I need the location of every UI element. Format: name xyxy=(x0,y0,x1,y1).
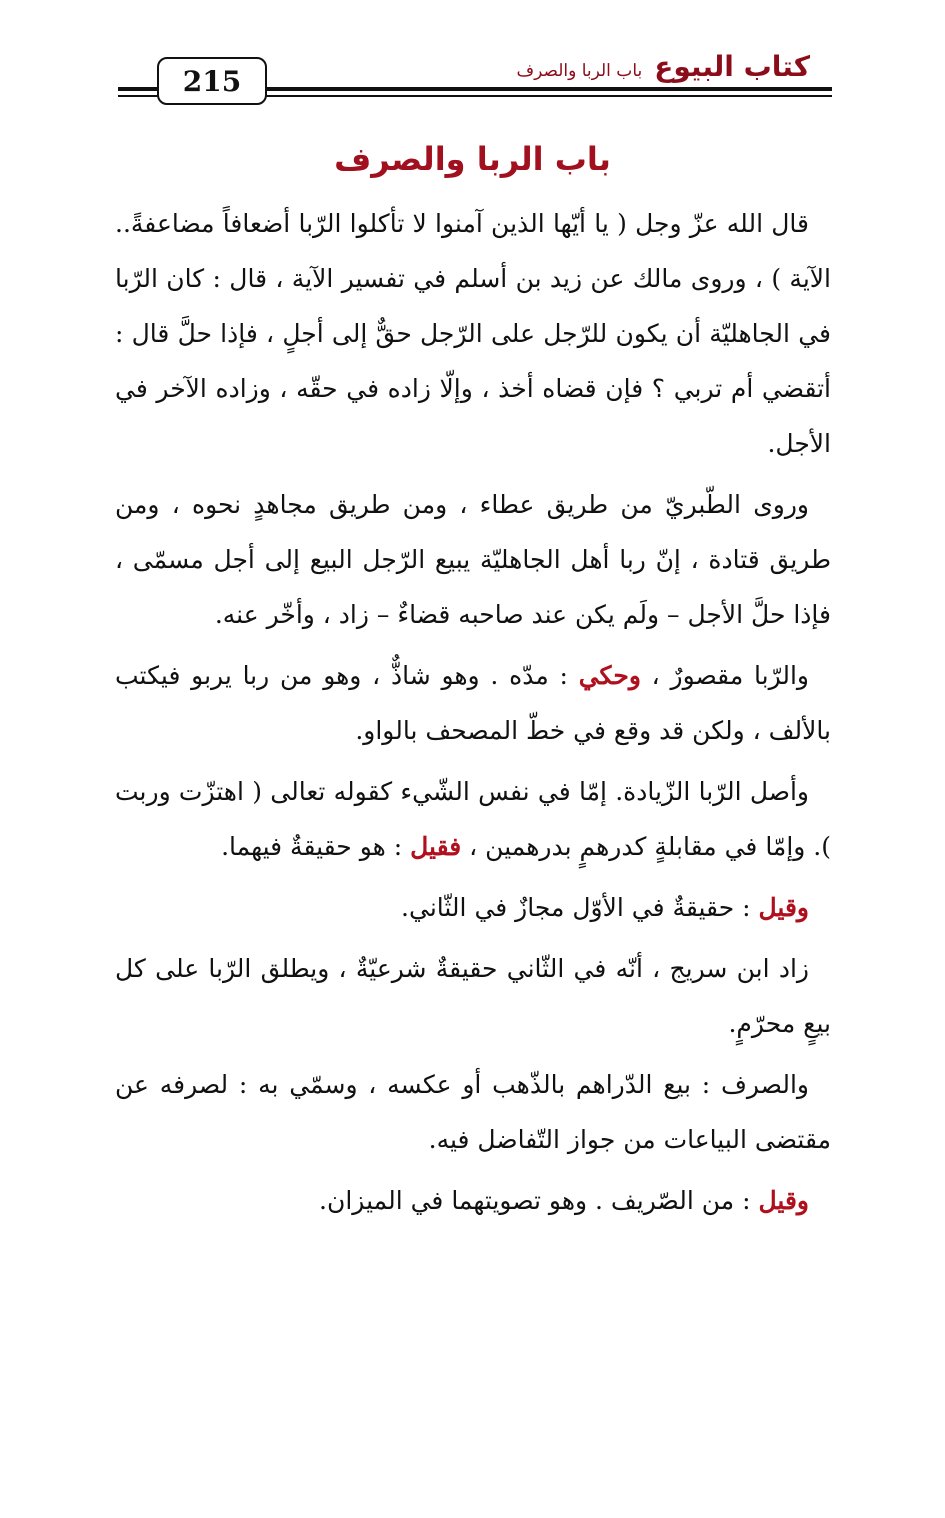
highlight-term: وقيل xyxy=(758,1186,809,1215)
page-number: 215 xyxy=(157,57,267,105)
paragraph xyxy=(115,1057,831,1167)
text-run: وأصل الرّبا الزّيادة. إمّا في نفس الشّيء كقوله تعالى ( اهتزّت وربت ). وإمّا في مقابلةٍ كدرهمٍ بدرهمين ، xyxy=(115,777,831,861)
highlight-term: وقيل xyxy=(758,893,809,922)
paragraph xyxy=(115,648,831,758)
section-heading: باب الربا والصرف xyxy=(334,140,611,178)
text-run: : حقيقةٌ في الأوّل مجازٌ في الثّاني. xyxy=(401,893,759,922)
paragraph xyxy=(115,941,831,1051)
text-run: والصرف : بيع الدّراهم بالذّهب أو عكسه ، وسمّي به : لصرفه عن مقتضى البياعات من جواز التّفاضل فيه. xyxy=(115,1070,831,1154)
text-run: وروى الطّبريّ من طريق عطاء ، ومن طريق مجاهدٍ نحوه ، ومن طريق قتادة ، إنّ ربا أهل الجاهليّة يبيع الرّجل البيع إلى أجل مسمّى ، فإذا حلَّ الأجل – ولَم يكن عند صاحبه قضاءٌ – زاد ، وأخّر عنه. xyxy=(115,490,831,629)
text-run: زاد ابن سريج ، أنّه في الثّاني حقيقةٌ شرعيّةٌ ، ويطلق الرّبا على كل بيعٍ محرّمٍ. xyxy=(115,954,831,1038)
running-header xyxy=(516,50,810,83)
body-text xyxy=(115,196,831,1234)
paragraph xyxy=(115,764,831,874)
highlight-term: فقيل xyxy=(410,832,462,861)
text-run: قال الله عزّ وجل ( يا أيّها الذين آمنوا لا تأكلوا الرّبا أضعافاً مضاعفةً.. الآية ) ، وروى مالك عن زيد بن أسلم في تفسير الآية ، قال : كان الرّبا في الجاهليّة أن يكون للرّجل على الرّجل حقٌّ إلى أجلٍ ، فإذا حلَّ قال : أتقضي أم تربي ؟ فإن قضاه أخذ ، وإلّا زاده في حقّه ، وزاده الآخر في الأجل. xyxy=(115,209,831,458)
paragraph xyxy=(115,880,831,935)
text-run: : مدّه . وهو شاذٌّ ، وهو من ربا يربو فيكتب بالألف ، ولكن قد وقع في خطّ المصحف بالواو. xyxy=(115,661,831,745)
text-run: : هو حقيقةٌ فيهما. xyxy=(221,832,411,861)
chapter-title: باب الربا والصرف xyxy=(516,61,643,81)
highlight-term: وحكي xyxy=(578,661,641,690)
paragraph xyxy=(115,477,831,642)
text-run: : من الصّريف . وهو تصويتهما في الميزان. xyxy=(319,1186,759,1215)
book-title: كتاب البيوع xyxy=(654,50,810,83)
text-run: والرّبا مقصورٌ ، xyxy=(640,661,809,690)
paragraph xyxy=(115,196,831,471)
paragraph xyxy=(115,1173,831,1228)
